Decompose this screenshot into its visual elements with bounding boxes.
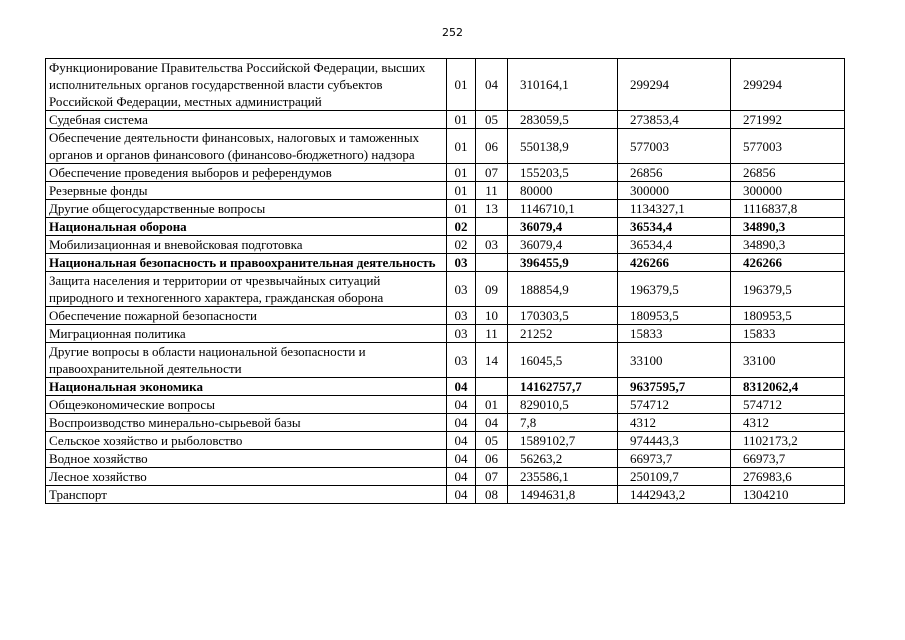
table-row xyxy=(46,164,845,182)
table-row xyxy=(46,111,845,129)
row-name: Обеспечение проведения выборов и референдумов xyxy=(46,164,447,182)
row-subsection-code: 06 xyxy=(476,129,508,164)
row-value-3: 276983,6 xyxy=(731,468,845,486)
row-subsection-code: 14 xyxy=(476,343,508,378)
row-section-code: 04 xyxy=(447,432,476,450)
row-value-3: 26856 xyxy=(731,164,845,182)
table-row xyxy=(46,414,845,432)
row-name: Национальная безопасность и правоохранительная деятельность xyxy=(46,254,447,272)
row-name: Обеспечение деятельности финансовых, налоговых и таможенных органов и органов финансового (финансово-бюджетного) надзора xyxy=(46,129,447,164)
row-section-code: 04 xyxy=(447,468,476,486)
row-value-1: 80000 xyxy=(508,182,618,200)
row-section-code: 02 xyxy=(447,236,476,254)
row-section-code: 03 xyxy=(447,254,476,272)
table-row xyxy=(46,432,845,450)
row-value-3: 8312062,4 xyxy=(731,378,845,396)
table-row xyxy=(46,200,845,218)
row-subsection-code: 10 xyxy=(476,307,508,325)
table-row xyxy=(46,378,845,396)
row-value-2: 4312 xyxy=(618,414,731,432)
row-value-3: 300000 xyxy=(731,182,845,200)
row-value-3: 1102173,2 xyxy=(731,432,845,450)
row-section-code: 01 xyxy=(447,129,476,164)
row-section-code: 04 xyxy=(447,450,476,468)
row-subsection-code: 06 xyxy=(476,450,508,468)
row-value-3: 196379,5 xyxy=(731,272,845,307)
row-value-1: 56263,2 xyxy=(508,450,618,468)
row-value-1: 1146710,1 xyxy=(508,200,618,218)
row-value-2: 66973,7 xyxy=(618,450,731,468)
row-subsection-code: 05 xyxy=(476,432,508,450)
row-value-1: 7,8 xyxy=(508,414,618,432)
table-row xyxy=(46,254,845,272)
row-name: Национальная оборона xyxy=(46,218,447,236)
row-value-2: 196379,5 xyxy=(618,272,731,307)
row-value-1: 36079,4 xyxy=(508,218,618,236)
row-value-2: 574712 xyxy=(618,396,731,414)
row-subsection-code: 07 xyxy=(476,468,508,486)
row-value-2: 180953,5 xyxy=(618,307,731,325)
row-section-code: 03 xyxy=(447,325,476,343)
row-subsection-code: 03 xyxy=(476,236,508,254)
row-name: Миграционная политика xyxy=(46,325,447,343)
row-value-1: 155203,5 xyxy=(508,164,618,182)
row-section-code: 03 xyxy=(447,272,476,307)
row-section-code: 04 xyxy=(447,396,476,414)
row-value-3: 66973,7 xyxy=(731,450,845,468)
row-name: Другие вопросы в области национальной безопасности и правоохранительной деятельности xyxy=(46,343,447,378)
table-row xyxy=(46,182,845,200)
row-value-3: 15833 xyxy=(731,325,845,343)
row-value-2: 15833 xyxy=(618,325,731,343)
row-section-code: 01 xyxy=(447,182,476,200)
row-value-3: 574712 xyxy=(731,396,845,414)
row-value-3: 180953,5 xyxy=(731,307,845,325)
table-row xyxy=(46,236,845,254)
row-subsection-code: 05 xyxy=(476,111,508,129)
row-section-code: 04 xyxy=(447,378,476,396)
row-subsection-code: 04 xyxy=(476,59,508,111)
row-value-3: 271992 xyxy=(731,111,845,129)
row-section-code: 03 xyxy=(447,307,476,325)
budget-table-body xyxy=(46,59,845,504)
row-value-1: 283059,5 xyxy=(508,111,618,129)
row-subsection-code: 11 xyxy=(476,182,508,200)
row-value-2: 300000 xyxy=(618,182,731,200)
row-value-1: 396455,9 xyxy=(508,254,618,272)
row-section-code: 01 xyxy=(447,164,476,182)
table-row xyxy=(46,343,845,378)
row-name: Резервные фонды xyxy=(46,182,447,200)
table-row xyxy=(46,272,845,307)
row-subsection-code: 09 xyxy=(476,272,508,307)
row-name: Водное хозяйство xyxy=(46,450,447,468)
table-row xyxy=(46,468,845,486)
row-value-3: 34890,3 xyxy=(731,236,845,254)
row-value-3: 1304210 xyxy=(731,486,845,504)
row-value-2: 250109,7 xyxy=(618,468,731,486)
table-row xyxy=(46,450,845,468)
row-subsection-code xyxy=(476,254,508,272)
row-subsection-code xyxy=(476,378,508,396)
row-subsection-code: 04 xyxy=(476,414,508,432)
page-number: 252 xyxy=(442,26,463,39)
row-value-2: 26856 xyxy=(618,164,731,182)
row-value-2: 974443,3 xyxy=(618,432,731,450)
row-name: Сельское хозяйство и рыболовство xyxy=(46,432,447,450)
row-value-1: 14162757,7 xyxy=(508,378,618,396)
row-value-2: 9637595,7 xyxy=(618,378,731,396)
row-value-2: 426266 xyxy=(618,254,731,272)
row-value-2: 1442943,2 xyxy=(618,486,731,504)
row-value-1: 170303,5 xyxy=(508,307,618,325)
row-value-2: 299294 xyxy=(618,59,731,111)
budget-table xyxy=(45,58,845,504)
row-value-2: 273853,4 xyxy=(618,111,731,129)
row-value-1: 1589102,7 xyxy=(508,432,618,450)
row-section-code: 04 xyxy=(447,414,476,432)
row-subsection-code: 13 xyxy=(476,200,508,218)
row-name: Воспроизводство минерально-сырьевой базы xyxy=(46,414,447,432)
row-value-2: 36534,4 xyxy=(618,236,731,254)
row-value-1: 188854,9 xyxy=(508,272,618,307)
table-row xyxy=(46,325,845,343)
row-value-1: 1494631,8 xyxy=(508,486,618,504)
table-row xyxy=(46,59,845,111)
row-name: Защита населения и территории от чрезвычайных ситуаций природного и техногенного характера, гражданская оборона xyxy=(46,272,447,307)
row-subsection-code: 01 xyxy=(476,396,508,414)
row-value-1: 550138,9 xyxy=(508,129,618,164)
table-row xyxy=(46,307,845,325)
row-section-code: 01 xyxy=(447,111,476,129)
row-name: Национальная экономика xyxy=(46,378,447,396)
row-value-3: 577003 xyxy=(731,129,845,164)
row-value-1: 235586,1 xyxy=(508,468,618,486)
row-subsection-code: 08 xyxy=(476,486,508,504)
row-value-1: 16045,5 xyxy=(508,343,618,378)
row-section-code: 03 xyxy=(447,343,476,378)
row-value-3: 4312 xyxy=(731,414,845,432)
row-section-code: 01 xyxy=(447,59,476,111)
row-value-3: 426266 xyxy=(731,254,845,272)
row-name: Общеэкономические вопросы xyxy=(46,396,447,414)
row-section-code: 04 xyxy=(447,486,476,504)
row-name: Мобилизационная и вневойсковая подготовка xyxy=(46,236,447,254)
row-value-3: 33100 xyxy=(731,343,845,378)
row-name: Другие общегосударственные вопросы xyxy=(46,200,447,218)
row-value-3: 34890,3 xyxy=(731,218,845,236)
row-name: Лесное хозяйство xyxy=(46,468,447,486)
row-value-2: 33100 xyxy=(618,343,731,378)
row-name: Функционирование Правительства Российской Федерации, высших исполнительных органов государственной власти субъектов Российской Федерации, местных администраций xyxy=(46,59,447,111)
row-subsection-code: 11 xyxy=(476,325,508,343)
table-row xyxy=(46,486,845,504)
table-row xyxy=(46,396,845,414)
row-subsection-code: 07 xyxy=(476,164,508,182)
row-value-2: 36534,4 xyxy=(618,218,731,236)
row-value-1: 21252 xyxy=(508,325,618,343)
table-row xyxy=(46,129,845,164)
row-value-3: 1116837,8 xyxy=(731,200,845,218)
row-subsection-code xyxy=(476,218,508,236)
table-row xyxy=(46,218,845,236)
row-section-code: 01 xyxy=(447,200,476,218)
row-value-3: 299294 xyxy=(731,59,845,111)
row-value-1: 829010,5 xyxy=(508,396,618,414)
row-value-2: 577003 xyxy=(618,129,731,164)
row-name: Обеспечение пожарной безопасности xyxy=(46,307,447,325)
row-section-code: 02 xyxy=(447,218,476,236)
row-name: Судебная система xyxy=(46,111,447,129)
row-name: Транспорт xyxy=(46,486,447,504)
row-value-1: 310164,1 xyxy=(508,59,618,111)
row-value-2: 1134327,1 xyxy=(618,200,731,218)
row-value-1: 36079,4 xyxy=(508,236,618,254)
